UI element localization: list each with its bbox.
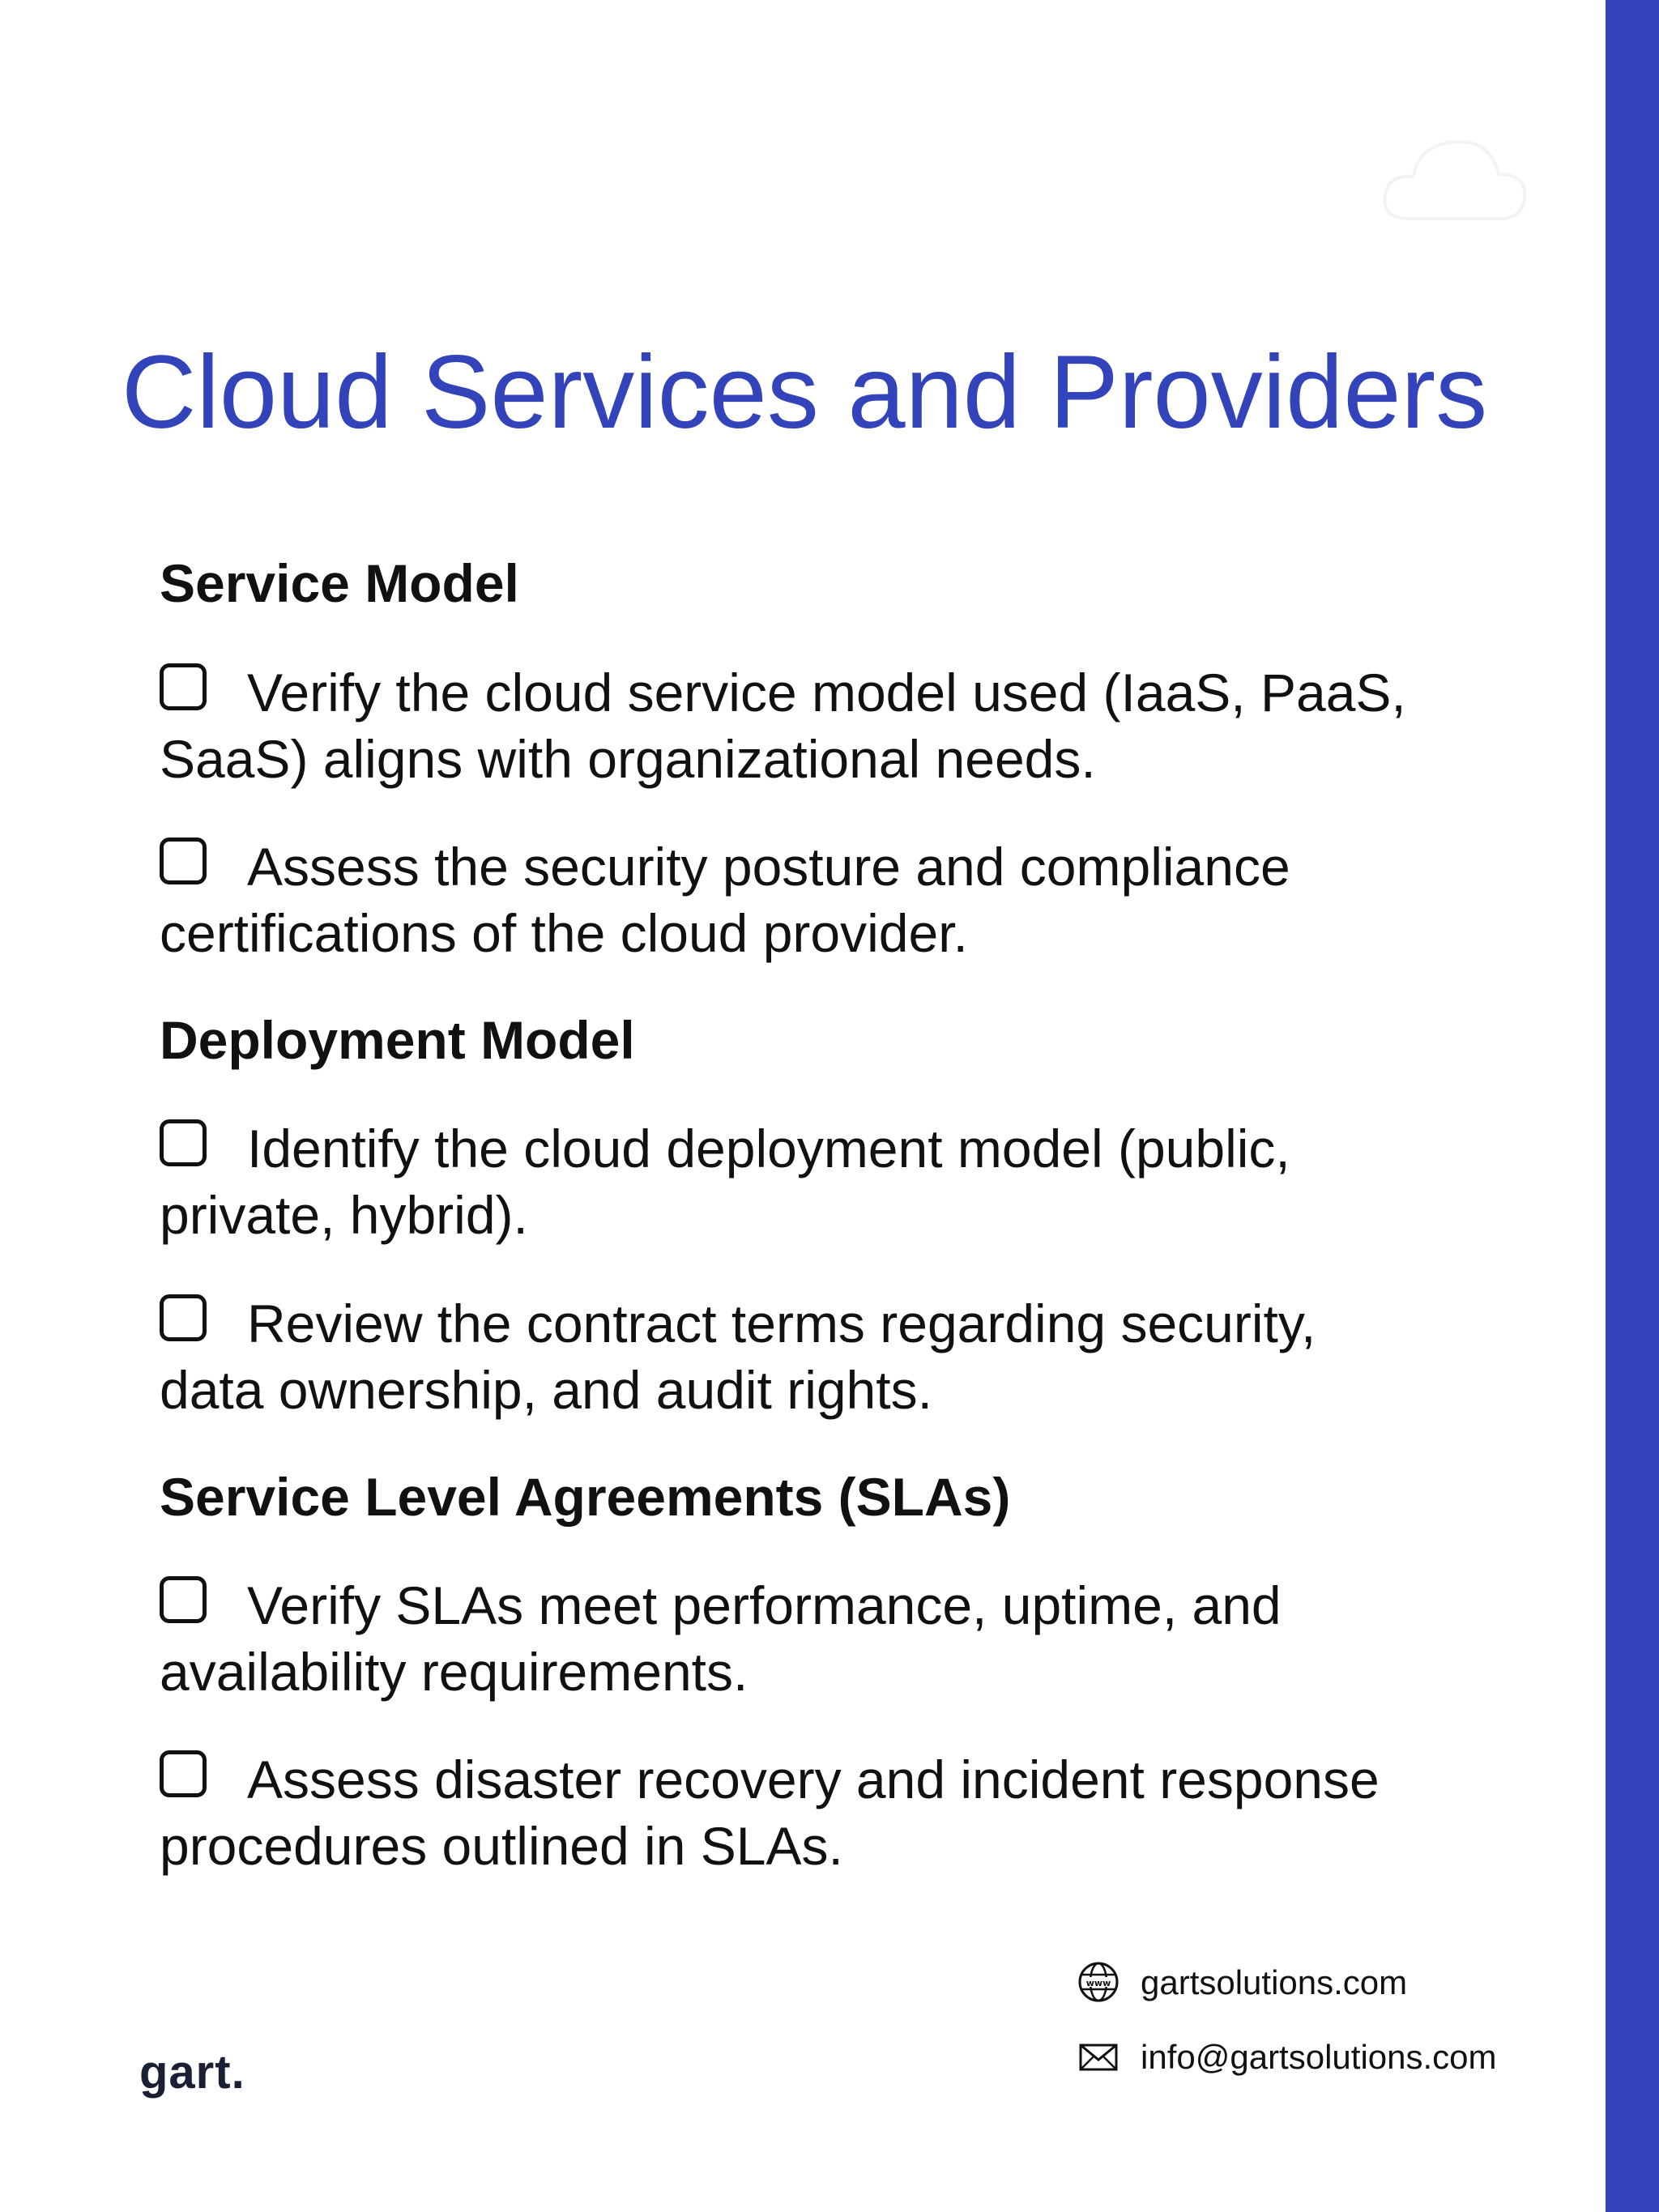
side-accent-bar [1606, 0, 1659, 2212]
website-link[interactable]: gartsolutions.com [1141, 1963, 1408, 2001]
email-contact[interactable] [1077, 2035, 1497, 2080]
item-text-cont: certifications of the cloud provider. [160, 903, 968, 963]
item-text-cont: procedures outlined in SLAs. [160, 1816, 843, 1876]
item-text: Identify the cloud deployment model (public, [247, 1119, 1290, 1178]
envelope-icon [1077, 2035, 1120, 2078]
checkbox[interactable] [160, 1119, 207, 1166]
checklist-item [160, 833, 1537, 966]
email-link[interactable]: info@gartsolutions.com [1141, 2038, 1497, 2076]
svg-text:www: www [1085, 1977, 1111, 1988]
checkbox[interactable] [160, 1576, 207, 1623]
item-text: Verify SLAs meet performance, uptime, and [247, 1575, 1282, 1635]
item-text: Assess disaster recovery and incident response [247, 1750, 1380, 1809]
checklist-item [160, 659, 1537, 792]
website-contact[interactable] [1077, 1960, 1407, 2005]
www-globe-icon [1077, 1961, 1120, 2003]
cloud-icon [1377, 130, 1531, 227]
checklist-item [160, 1115, 1537, 1248]
item-text-cont: private, hybrid). [160, 1185, 528, 1245]
checklist-item [160, 1290, 1537, 1423]
item-text-cont: availability requirements. [160, 1642, 748, 1702]
item-text: Review the contract terms regarding security, [247, 1294, 1316, 1353]
section-heading-slas: Service Level Agreements (SLAs) [160, 1467, 1011, 1527]
section-heading-deployment-model: Deployment Model [160, 1010, 635, 1070]
section-heading-service-model: Service Model [160, 553, 519, 613]
gart-logo: gart. [139, 2046, 245, 2099]
item-text-cont: SaaS) aligns with organizational needs. [160, 729, 1096, 789]
item-text-cont: data ownership, and audit rights. [160, 1360, 932, 1420]
page-title: Cloud Services and Providers [122, 335, 1488, 450]
checklist-item [160, 1746, 1537, 1879]
checkbox[interactable] [160, 837, 207, 884]
item-text: Verify the cloud service model used (IaaS, PaaS, [247, 663, 1406, 722]
checkbox[interactable] [160, 1294, 207, 1341]
checkbox[interactable] [160, 1750, 207, 1797]
checkbox[interactable] [160, 663, 207, 710]
item-text: Assess the security posture and compliance [247, 837, 1290, 897]
checklist-item [160, 1572, 1537, 1705]
